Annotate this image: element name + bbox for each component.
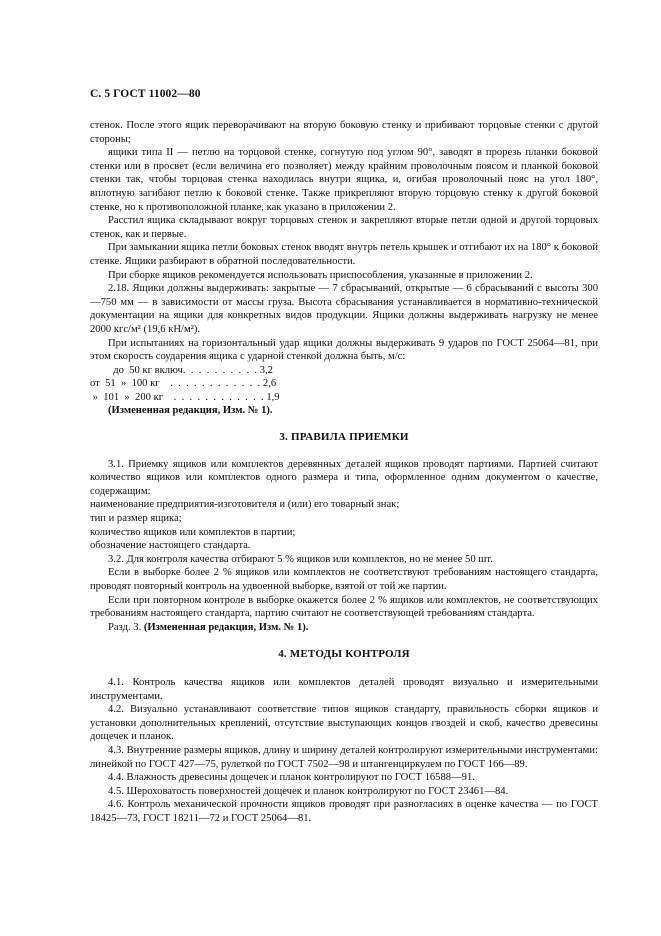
speed-range: до 50 кг включ. . . . . . . . . . bbox=[100, 364, 258, 376]
section-3-title: 3. ПРАВИЛА ПРИЕМКИ bbox=[279, 431, 409, 444]
paragraph: При испытаниях на горизонтальный удар ящики должны выдерживать 9 ударов по ГОСТ 25064—81, при этом скорость соударения ящика с ударной стенкой должна быть, м/с: bbox=[90, 337, 598, 363]
paragraph: При сборке ящиков рекомендуется использовать приспособления, указанные в приложении 2. bbox=[108, 269, 533, 281]
speed-range: » 101 » 200 кг . . . . . . . . . . . . bbox=[90, 391, 264, 403]
speed-value: 3,2 bbox=[259, 364, 273, 376]
paragraph-4-3: 4.3. Внутренние размеры ящиков, длину и ширину деталей контролируют измерительными инструментами: линейкой по ГОСТ 427—75, рулеткой по ГОСТ 7502—98 и штангенциркулем по ГОСТ 166—89. bbox=[90, 744, 598, 770]
paragraph-2-18: 2.18. Ящики должны выдерживать: закрытые — 7 сбрасываний, открытые — 6 сбрасываний с высоты 300—750 мм — в зависимости от массы груза. Высота сбрасывания устанавливается в нормативно-технической документации на ящики для конкретных видов продукции. Ящики должны выдерживать нагрузку не менее 2000 кгс/м² (19,6 кН/м²). bbox=[90, 283, 598, 335]
paragraph-3-2: 3.2. Для контроля качества отбирают 5 % ящиков или комплектов, но не менее 50 шт. bbox=[108, 553, 493, 565]
list-item: наименование предприятия-изготовителя и (или) его товарный знак; bbox=[90, 499, 400, 511]
speed-row bbox=[90, 391, 598, 405]
paragraph: стенок. После этого ящик переворачивают на вторую боковую стенку и прибивают торцовые стенки с другой стороны; bbox=[90, 120, 598, 145]
speed-value: 1,9 bbox=[266, 391, 280, 403]
amendment-prefix: Разд. 3. bbox=[108, 621, 144, 633]
list-item: количество ящиков или комплектов в партии; bbox=[90, 526, 296, 538]
speed-row bbox=[90, 364, 598, 378]
document-contents-list bbox=[90, 498, 598, 552]
amendment-note: (Измененная редакция, Изм. № 1). bbox=[143, 621, 309, 633]
page-header: С. 5 ГОСТ 11002—80 bbox=[90, 88, 201, 100]
paragraph-4-1: 4.1. Контроль качества ящиков или комплектов деталей проводят визуально и измерительными инструментами. bbox=[90, 676, 598, 702]
paragraph: Если при повторном контроле в выборке окажется более 2 % ящиков или комплектов, не соответствующих требованиям настоящего стандарта, партию считают не соответствующей требованиям стандарта. bbox=[90, 594, 598, 620]
section-3-amendment bbox=[90, 621, 598, 635]
speed-table bbox=[90, 364, 598, 405]
speed-row bbox=[90, 377, 598, 391]
document-body bbox=[90, 119, 598, 826]
paragraph: Если в выборке более 2 % ящиков или комплектов не соответствуют требованиям настоящего стандарта, проводят повторный контроль на удвоенной выборке, взятой от той же партии. bbox=[90, 567, 598, 592]
paragraph-4-5: 4.5. Шероховатость поверхностей дощечек и планок контролируют по ГОСТ 23461—84. bbox=[108, 785, 509, 797]
speed-value: 2,6 bbox=[262, 378, 277, 390]
paragraph: При замыкании ящика петли боковых стенок вводят внутрь петель крышек и отгибают их на 180° к боковой стенке. Ящики разбирают в обратной последовательности. bbox=[90, 242, 598, 267]
list-item: тип и размер ящика; bbox=[90, 513, 182, 525]
paragraph: Расстил ящика складывают вокруг торцовых стенок и закрепляют вторые петли одной и другой торцовых стенок, как и первые. bbox=[90, 215, 598, 240]
paragraph-3-1: 3.1. Приемку ящиков или комплектов деревянных деталей ящиков проводят партиями. Партией считают количество ящиков или комплектов одного размера и типа, оформленное одним документом о качестве, содержащим: bbox=[90, 458, 598, 497]
list-item: обозначение настоящего стандарта. bbox=[90, 540, 251, 552]
section-4-title: 4. МЕТОДЫ КОНТРОЛЯ bbox=[278, 648, 410, 661]
paragraph-4-4: 4.4. Влажность древесины дощечек и планок контролируют по ГОСТ 16588—91. bbox=[108, 772, 475, 784]
speed-range: от 51 » 100 кг . . . . . . . . . . . . bbox=[90, 378, 261, 390]
paragraph: ящики типа II — петлю на торцовой стенке, согнутую под углом 90°, заводят в прорезь планки боковой стенки или в просвет (если величина его позволяет) между крайним проволочным поясом и планкой боковой стенки так, чтобы торцовая стенка находилась внутри ящика, и, огибая проволочный пояс на угол 180°, вплотную загибают петлю к боковой стенке. Также прикрепляют вторую торцовую стенку к другой боковой стенке, но к противоположной планке, как указано в приложении 2. bbox=[90, 147, 598, 213]
paragraph-4-6: 4.6. Контроль механической прочности ящиков проводят при разногласиях в оценке качества — по ГОСТ 18425—73, ГОСТ 18211—72 и ГОСТ 25064—81. bbox=[90, 799, 598, 824]
paragraph-4-2: 4.2. Визуально устанавливают соответствие типов ящиков стандарту, правильность сборки ящиков и установки дополнительных креплений, отсутствие выступающих концов гвоздей и скоб, качество древесины дощечек и планок. bbox=[90, 704, 598, 743]
amendment-note: (Измененная редакция, Изм. № 1). bbox=[108, 405, 273, 417]
